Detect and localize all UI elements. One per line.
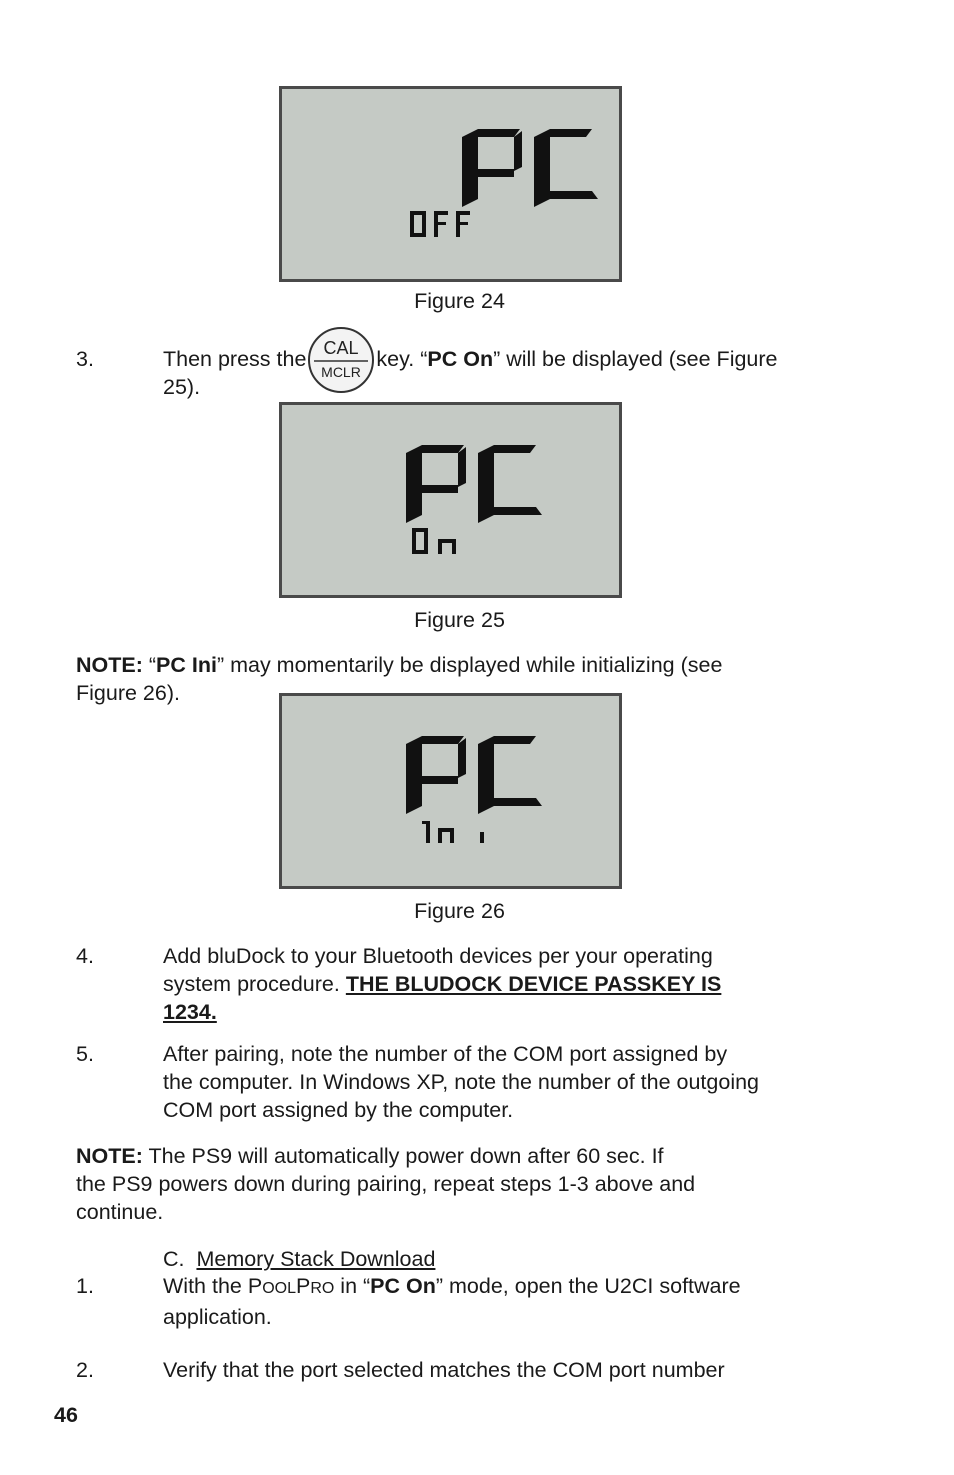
step-c2-text: Verify that the port selected matches the COM port number bbox=[163, 1358, 725, 1382]
section-heading: C. Memory Stack Download bbox=[163, 1247, 436, 1271]
step-4-text: Add bluDock to your Bluetooth devices per your operating system procedure. THE BLUDOCK DEVICE PASSKEY IS 1234. bbox=[163, 944, 722, 1024]
step-3-text: Then press the CAL MCLR key. “PC On” will be displayed (see Figure 25). bbox=[163, 345, 863, 401]
note-pc-ini: NOTE: “PC Ini” may momentarily be displayed while initializing (see Figure 26). bbox=[76, 653, 723, 705]
step-number: 5. bbox=[76, 1042, 94, 1066]
cal-mclr-key-icon bbox=[306, 325, 376, 395]
svg-text:MCLR: MCLR bbox=[321, 364, 362, 381]
step-number: 4. bbox=[76, 944, 94, 968]
figure-caption: Figure 26 bbox=[414, 899, 505, 923]
lcd-display-figure-24 bbox=[279, 86, 622, 282]
step-number: 1. bbox=[76, 1274, 94, 1298]
figure-caption: Figure 24 bbox=[414, 289, 505, 313]
figure-caption: Figure 25 bbox=[414, 608, 505, 632]
page-number: 46 bbox=[54, 1403, 78, 1427]
svg-text:CAL: CAL bbox=[323, 338, 359, 359]
step-number: 3. bbox=[76, 347, 94, 371]
step-c1-text: With the POOLPRO in “PC On” mode, open the U2CI software application. bbox=[163, 1274, 741, 1329]
lcd-display-figure-25 bbox=[279, 402, 622, 598]
lcd-display-figure-26 bbox=[279, 693, 622, 889]
step-number: 2. bbox=[76, 1358, 94, 1382]
step-5-text: After pairing, note the number of the COM port assigned by the computer. In Windows XP, note the number of the outgoing COM port assigned by the computer. bbox=[163, 1042, 760, 1122]
note-power-down: NOTE: The PS9 will automatically power down after 60 sec. If the PS9 powers down during pairing, repeat steps 1-3 above and continue. bbox=[76, 1144, 696, 1224]
